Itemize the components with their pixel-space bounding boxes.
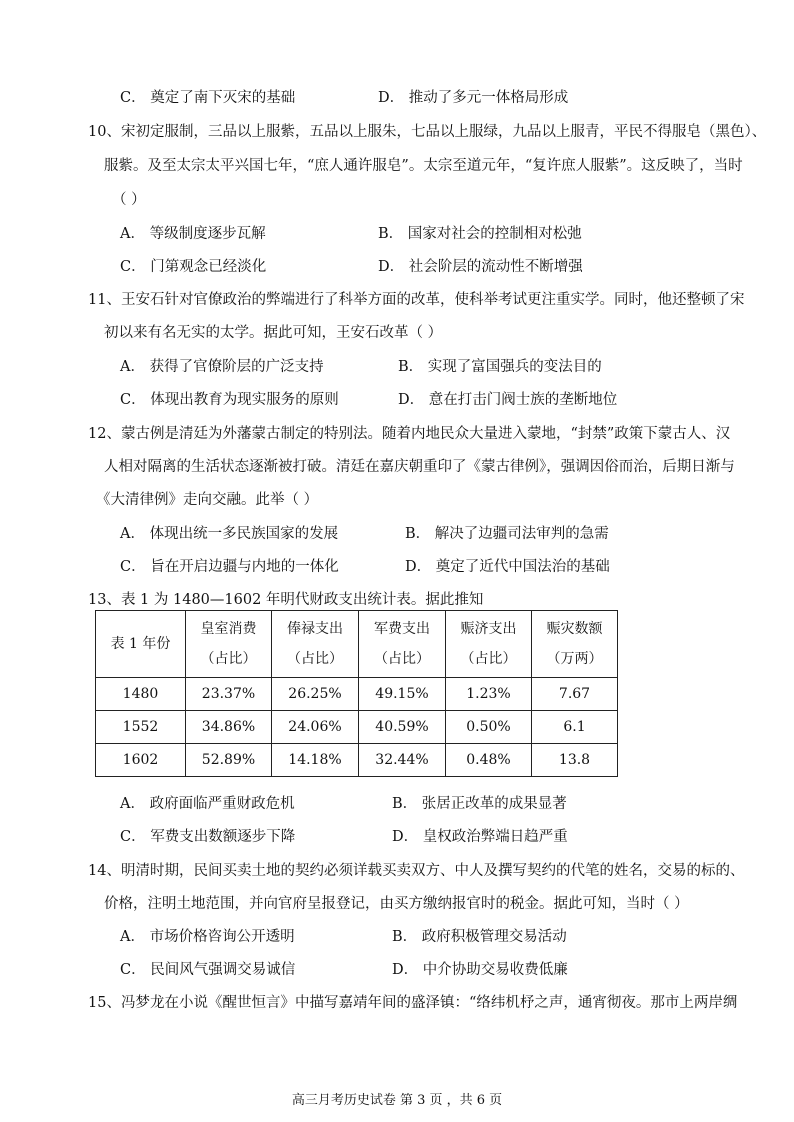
- q10-option-c: C． 门第观念已经淡化: [120, 259, 267, 275]
- table-header-row: [96, 611, 618, 678]
- q14-option-d: D． 中介协助交易收费低廉: [392, 962, 568, 978]
- table-cell: 26.25%: [272, 678, 359, 711]
- table-header-cell: 赈灾数额 （万两）: [532, 611, 618, 678]
- table-year-cell: 1602: [96, 744, 186, 777]
- table-corner-cell: 表 1 年份: [96, 611, 186, 678]
- table-header-cell: 赈济支出 （占比）: [446, 611, 532, 678]
- q12-stem-line2: 人相对隔离的生活状态逐渐被打破。清廷在嘉庆朝重印了《蒙古律例》，强调因俗而治，后期日渐与: [104, 459, 735, 475]
- table-header-cell: 皇室消费 （占比）: [186, 611, 272, 678]
- table-cell: 49.15%: [359, 678, 446, 711]
- q12-stem-line1: 12、蒙古例是清廷为外藩蒙古制定的特别法。随着内地民众大量进入蒙地，“封禁”政策下蒙古人、汉: [88, 426, 731, 442]
- table-cell: 13.8: [532, 744, 618, 777]
- q12-stem-line3: 《大清律例》走向交融。此举（ ）: [96, 492, 319, 508]
- q10-stem-line2: 服紫。及至太宗太平兴国七年，“庶人通许服皂”。太宗至道元年，“复许庶人服紫”。这反映了，当时: [104, 158, 743, 174]
- q14-option-b: B． 政府积极管理交易活动: [392, 929, 567, 945]
- q11-option-b: B． 实现了富国强兵的变法目的: [398, 359, 602, 375]
- table-row: [96, 711, 618, 744]
- table-cell: 7.67: [532, 678, 618, 711]
- q13-option-b: B． 张居正改革的成果显著: [392, 796, 567, 812]
- q14-stem-line2: 价格，注明土地范围，并向官府呈报登记，由买方缴纳报官时的税金。据此可知，当时（ ）: [104, 896, 689, 912]
- table-cell: 0.48%: [446, 744, 532, 777]
- q14-option-a: A． 市场价格咨询公开透明: [120, 929, 295, 945]
- table-cell: 32.44%: [359, 744, 446, 777]
- q10-stem-line1: 10、宋初定服制，三品以上服紫，五品以上服朱，七品以上服绿，九品以上服青，平民不得服皂（黑色）、: [88, 124, 767, 140]
- q14-stem-line1: 14、明清时期，民间买卖土地的契约必须详载买卖双方、中人及撰写契约的代笔的姓名，交易的标的、: [88, 863, 745, 879]
- q11-option-d: D． 意在打击门阀士族的垄断地位: [398, 392, 618, 408]
- q13-option-a: A． 政府面临严重财政危机: [120, 796, 295, 812]
- q13-option-c: C． 军费支出数额逐步下降: [120, 829, 296, 845]
- q10-option-d: D． 社会阶层的流动性不断增强: [378, 259, 583, 275]
- table-row: [96, 744, 618, 777]
- table-cell: 6.1: [532, 711, 618, 744]
- table-cell: 0.50%: [446, 711, 532, 744]
- table-header-cell: 军费支出 （占比）: [359, 611, 446, 678]
- table-cell: 1.23%: [446, 678, 532, 711]
- table-year-cell: 1480: [96, 678, 186, 711]
- q12-option-c: C． 旨在开启边疆与内地的一体化: [120, 559, 339, 575]
- q13-option-d: D． 皇权政治弊端日趋严重: [392, 829, 568, 845]
- q9-option-d: D． 推动了多元一体格局形成: [378, 90, 569, 106]
- q15-stem-line1: 15、冯梦龙在小说《醒世恒言》中描写嘉靖年间的盛泽镇：“络纬机杼之声，通宵彻夜。那市上两岸绸: [88, 995, 738, 1011]
- q11-stem-line2: 初以来有名无实的太学。据此可知，王安石改革（ ）: [104, 325, 443, 341]
- q9-option-c: C． 奠定了南下灭宋的基础: [120, 90, 296, 106]
- table-cell: 40.59%: [359, 711, 446, 744]
- q11-stem-line1: 11、王安石针对官僚政治的弊端进行了科举方面的改革，使科举考试更注重实学。同时，他还整顿了宋: [88, 292, 745, 308]
- q11-option-a: A． 获得了官僚阶层的广泛支持: [120, 359, 324, 375]
- table-cell: 14.18%: [272, 744, 359, 777]
- table-row: [96, 678, 618, 711]
- q12-option-a: A． 体现出统一多民族国家的发展: [120, 526, 339, 542]
- table-cell: 34.86%: [186, 711, 272, 744]
- q14-option-c: C． 民间风气强调交易诚信: [120, 962, 296, 978]
- q10-answer-blank: （ ）: [112, 192, 146, 208]
- table-cell: 23.37%: [186, 678, 272, 711]
- q11-option-c: C． 体现出教育为现实服务的原则: [120, 392, 339, 408]
- table-cell: 52.89%: [186, 744, 272, 777]
- table-header-cell: 俸禄支出 （占比）: [272, 611, 359, 678]
- q13-stem: 13、表 1 为 1480—1602 年明代财政支出统计表。据此推知: [88, 592, 484, 608]
- table-year-cell: 1552: [96, 711, 186, 744]
- table-cell: 24.06%: [272, 711, 359, 744]
- q12-option-d: D． 奠定了近代中国法治的基础: [405, 559, 610, 575]
- q12-option-b: B． 解决了边疆司法审判的急需: [405, 526, 609, 542]
- q10-option-b: B． 国家对社会的控制相对松弛: [378, 226, 582, 242]
- fiscal-expenditure-table: [95, 610, 618, 777]
- q10-option-a: A． 等级制度逐步瓦解: [120, 226, 266, 242]
- page-footer: 高三月考历史试卷 第 3 页 ，共 6 页: [291, 1093, 503, 1108]
